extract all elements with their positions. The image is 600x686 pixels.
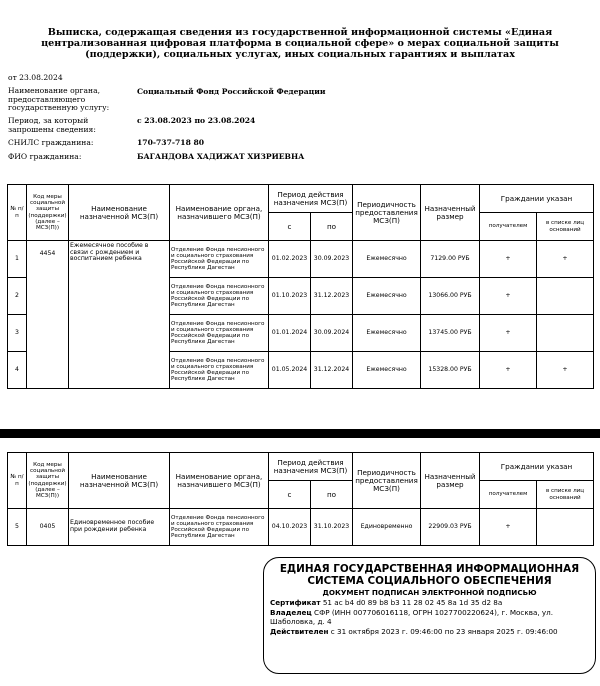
row-organization: Отделение Фонда пенсионного и социального страхования Российской Федерации по Республике Дагестан — [170, 315, 269, 352]
row-from: 01.02.2023 — [269, 241, 311, 278]
row-recipient: + — [480, 352, 537, 389]
header-recipient: получателем — [480, 481, 537, 509]
row-code: 4454 — [27, 241, 69, 389]
document-title: Выписка, содержащая сведения из государственной информационной системы «Единая централизованная цифровая платформа в социальной сфере» о мерах социальной защиты (поддержки), социальных услугах, иных социальных гарантиях и выплатах — [41, 27, 559, 60]
measures-table-1 — [7, 184, 594, 389]
header-periodicity: Периодичность предоставления МСЗ(П) — [353, 453, 421, 509]
row-recipient: + — [480, 241, 537, 278]
row-periodicity: Ежемесячно — [353, 241, 421, 278]
row-num: 3 — [8, 315, 27, 352]
row-in-list: + — [537, 352, 594, 389]
header-recipient: получателем — [480, 213, 537, 241]
header-organization: Наименование органа, назначившего МСЗ(П) — [170, 185, 269, 241]
header-to: по — [311, 213, 353, 241]
row-periodicity: Ежемесячно — [353, 352, 421, 389]
row-organization: Отделение Фонда пенсионного и социального страхования Российской Федерации по Республике Дагестан — [170, 278, 269, 315]
header-measure-name: Наименование назначенной МСЗ(П) — [69, 185, 170, 241]
row-in-list — [537, 278, 594, 315]
header-num: № п/п — [8, 453, 27, 509]
header-from: с — [269, 213, 311, 241]
document-date: от 23.08.2024 — [8, 73, 63, 82]
header-code: Код меры социальной защиты (поддержки) (далее – МСЗ(П)) — [27, 185, 69, 241]
measures-table-2 — [7, 452, 594, 546]
row-periodicity: Единовременно — [353, 509, 421, 546]
row-recipient: + — [480, 315, 537, 352]
row-amount: 22909.03 РУБ — [421, 509, 480, 546]
row-num: 2 — [8, 278, 27, 315]
stamp-title: ЕДИНАЯ ГОСУДАРСТВЕННАЯ ИНФОРМАЦИОННАЯ СИСТЕМА СОЦИАЛЬНОГО ОБЕСПЕЧЕНИЯ — [279, 563, 580, 587]
stamp-certificate: Сертификат 51 ac b4 d0 89 b8 b3 11 28 02 45 8a 1d 35 d2 8a — [270, 598, 503, 607]
row-amount: 7129.00 РУБ — [421, 241, 480, 278]
row-from: 01.05.2024 — [269, 352, 311, 389]
header-in-list: в списке лиц оснований — [537, 213, 594, 241]
row-to: 30.09.2023 — [311, 241, 353, 278]
page-separator — [0, 429, 600, 438]
header-amount: Назначенный размер — [421, 185, 480, 241]
field-value-snils: 170-737-718 80 — [137, 138, 205, 147]
row-in-list — [537, 509, 594, 546]
row-recipient: + — [480, 509, 537, 546]
table-row — [8, 241, 594, 278]
header-citizens: Граждании указан — [480, 185, 594, 213]
header-citizens: Граждании указан — [480, 453, 594, 481]
stamp-subtitle: ДОКУМЕНТ ПОДПИСАН ЭЛЕКТРОННОЙ ПОДПИСЬЮ — [322, 588, 537, 597]
header-to: по — [311, 481, 353, 509]
row-to: 31.12.2024 — [311, 352, 353, 389]
row-in-list: + — [537, 241, 594, 278]
stamp-owner: Владелец СФР (ИНН 007706016118, ОГРН 1027700220624), г. Москва, ул. Шаболовка, д. 4 — [270, 607, 554, 627]
field-label-fio: ФИО гражданина: — [8, 152, 82, 161]
row-in-list — [537, 315, 594, 352]
field-label-period: Период, за который запрошены сведения: — [8, 116, 96, 134]
header-organization: Наименование органа, назначившего МСЗ(П) — [170, 453, 269, 509]
header-code: Код меры социальной защиты (поддержки) (далее – МСЗ(П)) — [27, 453, 69, 509]
signature-stamp — [263, 557, 596, 674]
header-period: Период действия назначения МСЗ(П) — [269, 453, 353, 481]
row-periodicity: Ежемесячно — [353, 315, 421, 352]
row-num: 5 — [8, 509, 27, 546]
row-to: 31.12.2023 — [311, 278, 353, 315]
field-label-snils: СНИЛС гражданина: — [8, 138, 94, 147]
row-from: 04.10.2023 — [269, 509, 311, 546]
table-row — [8, 509, 594, 546]
header-in-list: в списке лиц оснований — [537, 481, 594, 509]
row-amount: 15328.00 РУБ — [421, 352, 480, 389]
header-num: № п/п — [8, 185, 27, 241]
row-amount: 13066.00 РУБ — [421, 278, 480, 315]
field-value-organization: Социальный Фонд Российской Федерации — [137, 87, 326, 96]
stamp-validity: Действителен с 31 октября 2023 г. 09:46:00 по 23 января 2025 г. 09:46:00 — [270, 626, 558, 636]
row-organization: Отделение Фонда пенсионного и социального страхования Российской Федерации по Республике Дагестан — [170, 509, 269, 546]
row-measure-name: Ежемесячное пособие в связи с рождением и воспитанием ребенка — [69, 241, 170, 389]
row-from: 01.10.2023 — [269, 278, 311, 315]
row-to: 31.10.2023 — [311, 509, 353, 546]
row-to: 30.09.2024 — [311, 315, 353, 352]
header-measure-name: Наименование назначенной МСЗ(П) — [69, 453, 170, 509]
field-value-period: с 23.08.2023 по 23.08.2024 — [137, 116, 256, 125]
field-label-organization: Наименование органа, предоставляющего государственную услугу: — [8, 86, 110, 112]
row-organization: Отделение Фонда пенсионного и социального страхования Российской Федерации по Республике Дагестан — [170, 241, 269, 278]
row-code: 0405 — [27, 509, 69, 546]
row-num: 4 — [8, 352, 27, 389]
header-periodicity: Периодичность предоставления МСЗ(П) — [353, 185, 421, 241]
row-measure-name: Единовременное пособие при рождении ребенка — [69, 509, 170, 546]
field-value-fio: БАГАНДОВА ХАДИЖАТ ХИЗРИЕВНА — [137, 152, 305, 161]
row-periodicity: Ежемесячно — [353, 278, 421, 315]
header-amount: Назначенный размер — [421, 453, 480, 509]
row-amount: 13745.00 РУБ — [421, 315, 480, 352]
row-num: 1 — [8, 241, 27, 278]
header-period: Период действия назначения МСЗ(П) — [269, 185, 353, 213]
header-from: с — [269, 481, 311, 509]
row-from: 01.01.2024 — [269, 315, 311, 352]
row-organization: Отделение Фонда пенсионного и социального страхования Российской Федерации по Республике Дагестан — [170, 352, 269, 389]
row-recipient: + — [480, 278, 537, 315]
